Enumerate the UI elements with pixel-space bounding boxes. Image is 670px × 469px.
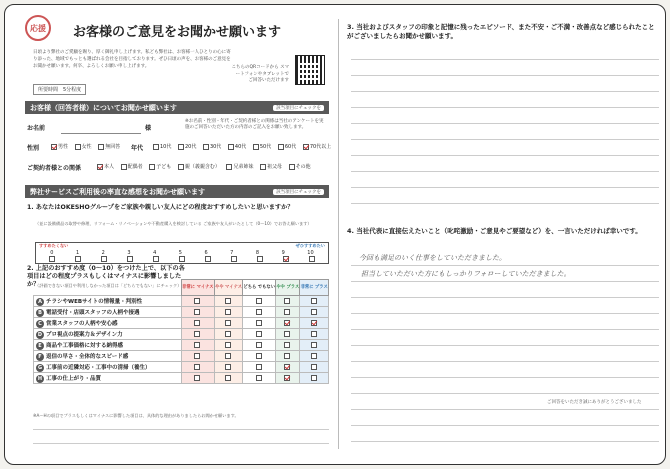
question-3: 3. 当社およびスタッフの印象と記憶に残ったエピソード、また不安・ご不満・改善点など感じられたことがございましたらお聞かせ願います。 [347, 23, 655, 40]
rating-checkbox[interactable] [311, 309, 317, 315]
rating-checkbox[interactable] [284, 342, 290, 348]
gender-label: 性別 [27, 145, 40, 152]
rating-checkbox[interactable] [311, 342, 317, 348]
page-title: お客様のご意見をお聞かせ願います [73, 25, 282, 40]
section-title: お客様（回答者様）についてお聞かせ願います [30, 103, 177, 112]
item-label: チラシやWEBサイトの情報量・判別性 [46, 298, 143, 305]
qr-code-icon[interactable] [295, 55, 325, 85]
checkbox[interactable] [289, 164, 295, 170]
scale-checkbox[interactable] [257, 256, 263, 262]
checkbox[interactable] [153, 144, 159, 150]
scale-num: 10 [307, 250, 314, 256]
checkbox[interactable] [97, 164, 103, 170]
section-header-feedback [25, 185, 329, 198]
relation-option[interactable]: 本人 [97, 164, 114, 170]
rating-checkbox[interactable] [225, 342, 231, 348]
answer-line[interactable] [351, 139, 659, 140]
question-2: 2. 上記のおすすめ度（0〜10）をつけた上で、以下の各項目はどの程度プラスもしくはマイナスに影響しましたか？ [27, 265, 185, 288]
rating-checkbox[interactable] [256, 353, 262, 359]
rating-checkbox[interactable] [256, 320, 262, 326]
scale-checkbox[interactable] [75, 256, 81, 262]
answer-line[interactable] [351, 409, 659, 410]
table-row [34, 329, 329, 340]
age-option[interactable]: 60代 [278, 144, 296, 150]
qr-instructions: こちらのQRコードから スマートフォンやタブレットで ご回答いただけます [231, 65, 289, 83]
item-letter: H [37, 375, 43, 382]
scale-checkbox[interactable] [309, 256, 315, 262]
privacy-note: ※お名前・性別・年代・ご契約者様との関係は当社のアンケートを実施のご回答いただいた方の内容のご記入をお願い致します。 [185, 119, 324, 130]
scale-num: 0 [50, 250, 54, 256]
rating-checkbox[interactable] [256, 364, 262, 370]
item-letter: G [37, 364, 43, 371]
checkbox[interactable] [226, 164, 232, 170]
item-label: 工事の仕上がり・品質 [46, 375, 102, 382]
answer-line[interactable] [351, 265, 659, 266]
rating-checkbox[interactable] [284, 331, 290, 337]
rating-checkbox[interactable] [311, 375, 317, 381]
rating-checkbox[interactable] [284, 298, 290, 304]
rating-checkbox[interactable] [225, 331, 231, 337]
intro-text: 日頃より弊社のご愛顧を賜り、厚く御礼申し上げます。私ども弊社は、お客様一人ひとりの心に寄り添った、地域でもっとも選ばれる会社を目指しております。ぜひ日頃の声を、お客様のご意見をお聞かせ願います。何卒、よろしくお願い申し上げます。 [33, 50, 231, 69]
scale-checkbox[interactable] [49, 256, 55, 262]
rating-checkbox[interactable] [194, 353, 200, 359]
table-row [34, 351, 329, 362]
item-label: 電話受付・店頭スタッフの人柄や接遇 [46, 309, 140, 316]
item-letter: E [36, 342, 44, 350]
table-row [34, 307, 329, 318]
item-letter: A [36, 298, 44, 306]
age-option[interactable]: 50代 [253, 144, 271, 150]
rating-checkbox[interactable] [194, 298, 200, 304]
item-label: プロ視点の提案力＆デザイン力 [46, 331, 123, 338]
scale-num: 3 [127, 250, 131, 256]
rating-checkbox[interactable] [284, 320, 290, 326]
checkbox[interactable] [260, 164, 266, 170]
rating-checkbox[interactable] [256, 342, 262, 348]
item-label: 返信の早さ・全体的なスピード感 [46, 353, 129, 360]
answer-line[interactable] [351, 187, 659, 188]
answer-line[interactable] [351, 297, 659, 298]
age-option[interactable]: 20代 [178, 144, 196, 150]
gender-option-male[interactable]: 男性 [51, 144, 68, 150]
checkbox[interactable] [75, 144, 81, 150]
rating-checkbox[interactable] [225, 364, 231, 370]
rating-checkbox[interactable] [194, 364, 200, 370]
answer-line[interactable] [351, 203, 659, 204]
item-letter: D [37, 331, 43, 338]
recommend-scale [35, 242, 329, 264]
column-header: どちら でもない [243, 280, 276, 296]
scale-checkbox[interactable] [101, 256, 107, 262]
checkbox[interactable] [303, 144, 309, 150]
age-label: 年代 [131, 145, 144, 152]
answer-line[interactable] [351, 425, 659, 426]
gender-option-none[interactable]: 無回答 [98, 144, 120, 150]
rating-checkbox[interactable] [194, 309, 200, 315]
rating-checkbox[interactable] [284, 375, 290, 381]
checkbox[interactable] [178, 164, 184, 170]
checkbox[interactable] [98, 144, 104, 150]
column-divider [338, 19, 339, 449]
section-header-respondent [25, 101, 329, 114]
rating-checkbox[interactable] [284, 364, 290, 370]
checkbox[interactable] [253, 144, 259, 150]
scale-num: 4 [153, 250, 157, 256]
answer-line[interactable] [351, 59, 659, 60]
answer-line[interactable] [351, 377, 659, 378]
item-letter: B [36, 309, 44, 317]
gender-option-female[interactable]: 女性 [75, 144, 92, 150]
rating-checkbox[interactable] [311, 353, 317, 359]
answer-line[interactable] [351, 361, 659, 362]
answer-line[interactable] [351, 329, 659, 330]
scale-num: 1 [75, 250, 80, 256]
thanks-note: ご回答をいただき誠にありがとうございました [547, 400, 642, 405]
column-header: やや マイナス [214, 280, 242, 296]
answer-line[interactable] [33, 443, 329, 444]
age-options [153, 143, 336, 150]
table-row [34, 373, 329, 384]
rating-checkbox[interactable] [311, 364, 317, 370]
rating-checkbox[interactable] [194, 331, 200, 337]
relation-option[interactable]: その他 [289, 164, 311, 170]
handwritten-answer-line-2: 担当していただいた方にもしっかりフォローしていただきました。 [361, 270, 571, 278]
answer-line[interactable] [351, 313, 659, 314]
rating-checkbox[interactable] [225, 353, 231, 359]
handwritten-answer-line-1: 今回も満足のいく仕事をしていただきました。 [359, 254, 506, 262]
answer-line[interactable] [351, 281, 659, 282]
question-2-note: （評価できない項目や利用しなかった項目は「どちらでもない」にチェック） [35, 283, 182, 288]
answer-line[interactable] [351, 345, 659, 346]
answer-line[interactable] [33, 429, 329, 430]
rating-checkbox[interactable] [225, 298, 231, 304]
name-label: お名前 [27, 125, 46, 132]
scale-left-label: すすめたくない [39, 243, 69, 248]
footnote: ※A〜Hの項目でプラスもしくはマイナスに影響した項目は、具体的な理由がありましたらお聞かせ願います。 [33, 413, 239, 418]
rating-table [33, 279, 329, 384]
scale-num: 5 [178, 250, 182, 256]
rating-checkbox[interactable] [311, 331, 317, 337]
answer-line[interactable] [351, 155, 659, 156]
column-header: やや プラス [276, 280, 300, 296]
relation-option[interactable]: 配偶者 [121, 164, 143, 170]
item-label: 商品や工事価格に対する納得感 [46, 342, 124, 349]
column-header: 非常に マイナス [182, 280, 215, 296]
rating-checkbox[interactable] [284, 309, 290, 315]
relation-label: ご契約者様との関係 [27, 165, 82, 172]
rating-checkbox[interactable] [225, 375, 231, 381]
relation-option[interactable]: 親（義親含む） [178, 164, 220, 170]
checkbox[interactable] [149, 164, 155, 170]
stamp-icon: 応援 [25, 15, 51, 41]
relation-options [97, 163, 316, 170]
checkbox[interactable] [203, 144, 209, 150]
sama-label: 様 [145, 125, 152, 132]
answer-line[interactable] [351, 75, 659, 76]
rating-checkbox[interactable] [194, 375, 200, 381]
section-badge: 該当項目にチェックを [273, 105, 324, 111]
scale-num: 6 [204, 250, 208, 256]
section-title: 弊社サービスご利用後の率直な感想をお聞かせ願います [30, 187, 205, 196]
scale-right-label: ぜひすすめたい [295, 243, 325, 248]
rating-checkbox[interactable] [311, 298, 317, 304]
answer-line[interactable] [351, 123, 659, 124]
rating-checkbox[interactable] [194, 342, 200, 348]
time-estimate: 所要時間 5分程度 [33, 84, 86, 95]
scale-checkbox[interactable] [127, 256, 133, 262]
answer-line[interactable] [351, 171, 659, 172]
checkbox[interactable] [278, 144, 284, 150]
age-option[interactable]: 40代 [228, 144, 246, 150]
age-option[interactable]: 10代 [153, 144, 171, 150]
scale-num: 7 [230, 250, 234, 256]
age-option[interactable]: 70代以上 [303, 144, 331, 150]
checkbox[interactable] [228, 144, 234, 150]
answer-line[interactable] [351, 441, 659, 442]
table-row [34, 362, 329, 373]
rating-checkbox[interactable] [256, 298, 262, 304]
scale-num: 9 [281, 250, 285, 256]
rating-checkbox[interactable] [284, 353, 290, 359]
section-badge: 該当項目にチェックを [273, 189, 324, 195]
checkbox[interactable] [51, 144, 57, 150]
item-label: 営業スタッフの人柄や安心感 [46, 320, 118, 327]
survey-sheet [4, 4, 666, 465]
item-letter: C [36, 320, 44, 328]
name-field[interactable] [61, 133, 141, 134]
scale-num: 8 [255, 250, 260, 256]
answer-line[interactable] [351, 107, 659, 108]
question-4: 4. 当社代表に直接伝えたいこと（叱咤激励・ご意見やご要望など）を、一言いただければ幸いです。 [347, 227, 642, 235]
item-letter: F [36, 353, 44, 361]
question-1: 1. あなたはOKESHOグループをご家族や親しい友人にどの程度おすすめしたいと思いますか？ [27, 204, 294, 211]
answer-line[interactable] [351, 393, 659, 394]
scale-checkbox[interactable] [153, 256, 159, 262]
answer-line[interactable] [351, 91, 659, 92]
rating-checkbox[interactable] [256, 331, 262, 337]
item-label: 工事前の近隣対応・工事中の清掃（養生） [46, 364, 151, 371]
column-header: 非常に プラス [300, 280, 329, 296]
rating-checkbox[interactable] [256, 309, 262, 315]
left-column [13, 11, 331, 463]
scale-checkbox[interactable] [179, 256, 185, 262]
rating-checkbox[interactable] [225, 309, 231, 315]
checkbox[interactable] [121, 164, 127, 170]
scale-num: 2 [101, 250, 105, 256]
table-row [34, 318, 329, 329]
relation-option[interactable]: 子ども [149, 164, 171, 170]
rating-checkbox[interactable] [311, 320, 317, 326]
rating-checkbox[interactable] [256, 375, 262, 381]
relation-option[interactable]: 祖父母 [260, 164, 282, 170]
table-row [34, 340, 329, 351]
table-row [34, 296, 329, 307]
scale-checkbox[interactable] [231, 256, 237, 262]
rating-checkbox[interactable] [225, 320, 231, 326]
scale-checkbox[interactable] [205, 256, 211, 262]
gender-options [51, 143, 125, 150]
relation-option[interactable]: 兄弟姉妹 [226, 164, 253, 170]
right-column [347, 11, 665, 463]
scale-checkbox[interactable] [283, 256, 289, 262]
checkbox[interactable] [178, 144, 184, 150]
rating-checkbox[interactable] [194, 320, 200, 326]
question-1-note: （並に設備備品の取替や修理、リフォーム・リノベーションや不動産購入を検討している ご家族や友人がいたとして（0〜10）でお答え願います） [35, 221, 312, 226]
age-option[interactable]: 30代 [203, 144, 221, 150]
